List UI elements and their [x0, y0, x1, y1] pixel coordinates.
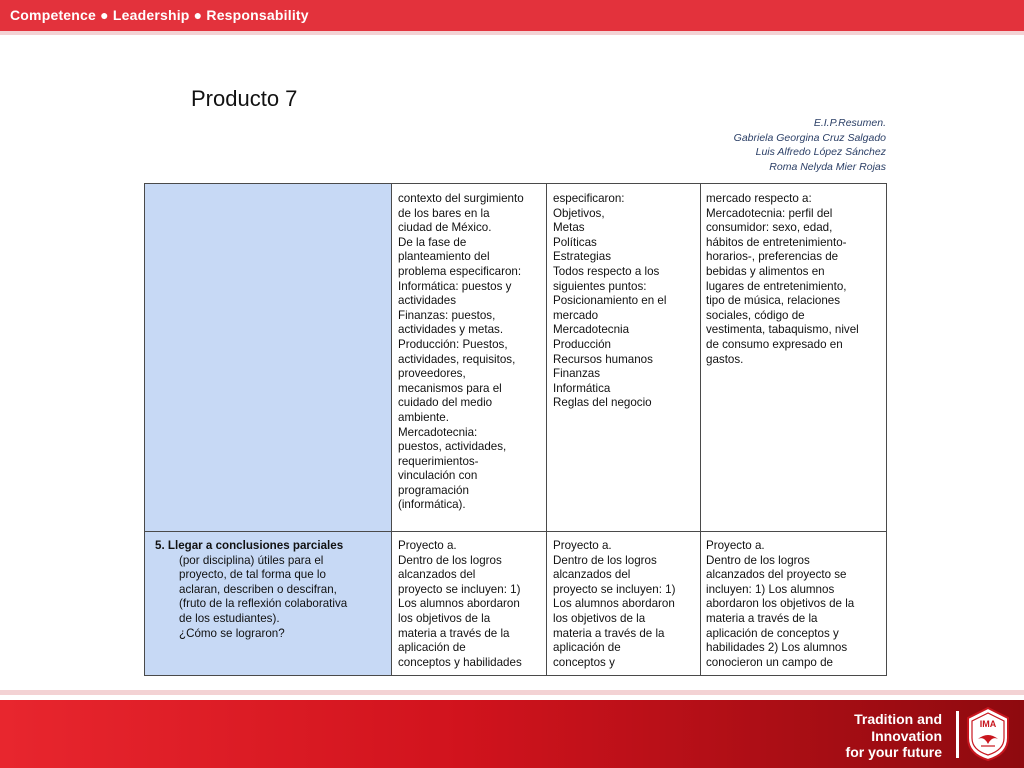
- text-line: aplicación de: [553, 641, 621, 655]
- text-line: conceptos y: [553, 655, 615, 669]
- text-line: Posicionamiento en el: [553, 294, 667, 308]
- text-line: Producción: [553, 337, 612, 351]
- text-line: materia a través de la: [706, 611, 818, 625]
- text-line: Mercadotecnia: [553, 323, 630, 337]
- text-line: mecanismos para el: [398, 381, 502, 395]
- text-line: alcanzados del proyecto se: [706, 568, 847, 582]
- text-line: requerimientos-: [398, 454, 479, 468]
- text-line: siguientes puntos:: [553, 279, 647, 293]
- text-line: mercado respecto a:: [706, 192, 812, 205]
- text-line: materia a través de la: [398, 626, 510, 640]
- text-line: de consumo expresado en: [706, 337, 843, 351]
- text-line: actividades y metas.: [398, 323, 504, 337]
- authors-block: [734, 116, 886, 174]
- text-line: conocieron un campo de: [706, 655, 833, 669]
- text-line: Proyecto a.: [553, 539, 612, 552]
- text-line: vestimenta, tabaquismo, nivel: [706, 323, 859, 337]
- footer-slogan: [846, 711, 942, 761]
- text-line: tipo de música, relaciones: [706, 294, 841, 308]
- logo-text: IMA: [979, 719, 997, 729]
- text-line: los objetivos de la: [553, 611, 646, 625]
- text-line: ambiente.: [398, 410, 449, 424]
- text-line: Metas: [553, 221, 585, 235]
- footer-separator: [956, 711, 959, 758]
- text-line: contexto del surgimiento: [398, 192, 524, 205]
- text-line: Proyecto a.: [398, 539, 457, 552]
- text-line: Mercadotecnia: perfil del: [706, 206, 833, 220]
- document-table: [144, 183, 887, 676]
- text-line: conceptos y habilidades: [398, 655, 522, 669]
- text-line: (fruto de la reflexión colaborativa: [179, 597, 348, 611]
- text-line: hábitos de entretenimiento-: [706, 235, 847, 249]
- text-line: Estrategias: [553, 250, 611, 264]
- text-line: lugares de entretenimiento,: [706, 279, 847, 293]
- table-row-divider: [145, 531, 886, 532]
- text-line: Proyecto a.: [706, 539, 765, 552]
- text-line: actividades: [398, 294, 457, 308]
- text-line: los objetivos de la: [398, 611, 491, 625]
- text-line: vinculación con: [398, 469, 478, 483]
- text-line: Dentro de los logros: [398, 553, 502, 567]
- text-line: de los estudiantes).: [179, 611, 280, 625]
- text-line: especificaron:: [553, 192, 625, 205]
- bottom-divider: [0, 690, 1024, 695]
- slogan-line: for your future: [845, 744, 942, 760]
- text-line: mercado: [553, 308, 599, 322]
- text-line: aplicación de conceptos y: [706, 626, 839, 640]
- author-name: Roma Nelyda Mier Rojas: [769, 160, 886, 173]
- text-line: bebidas y alimentos en: [706, 264, 825, 278]
- text-line: Finanzas: [553, 367, 601, 381]
- text-line: planteamiento del: [398, 250, 490, 264]
- text-line: puestos, actividades,: [398, 440, 507, 454]
- text-line: Políticas: [553, 235, 597, 249]
- text-line: Los alumnos abordaron: [398, 597, 520, 611]
- slogan-line: Innovation: [871, 727, 942, 744]
- header-tagline: Competence ● Leadership ● Responsability: [10, 7, 309, 23]
- table-cell: [553, 539, 675, 670]
- text-line: Reglas del negocio: [553, 396, 652, 410]
- text-line: Producción: Puestos,: [398, 337, 508, 351]
- text-line: (por disciplina) útiles para el: [179, 553, 324, 567]
- text-line: incluyen: 1) Los alumnos: [706, 582, 835, 596]
- top-divider: [0, 31, 1024, 35]
- criteria-cell: [155, 539, 347, 641]
- text-line: proveedores,: [398, 367, 466, 381]
- text-line: Informática: [553, 381, 611, 395]
- author-name: Luis Alfredo López Sánchez: [755, 146, 886, 159]
- text-line: Recursos humanos: [553, 352, 653, 366]
- text-line: materia a través de la: [553, 626, 665, 640]
- text-line: abordaron los objetivos de la: [706, 597, 855, 611]
- text-line: aclaran, describen o descifran,: [179, 582, 337, 596]
- text-line: Objetivos,: [553, 206, 605, 220]
- text-line: ¿Cómo se lograron?: [179, 626, 285, 640]
- table-cell: [553, 192, 666, 411]
- top-banner: [0, 0, 1024, 31]
- table-cell: [706, 192, 859, 367]
- table-cell: [398, 192, 524, 513]
- text-line: ciudad de México.: [398, 221, 492, 235]
- authors-heading: E.I.P.Resumen.: [813, 117, 886, 129]
- table-cell: [706, 539, 854, 670]
- text-line: Informática: puestos y: [398, 279, 512, 293]
- text-line: proyecto se incluyen: 1): [553, 582, 676, 596]
- author-name: Gabriela Georgina Cruz Salgado: [733, 131, 886, 144]
- text-line: proyecto se incluyen: 1): [398, 582, 521, 596]
- text-line: consumidor: sexo, edad,: [706, 221, 833, 235]
- text-line: Mercadotecnia:: [398, 425, 478, 439]
- slide-title: Producto 7: [191, 86, 298, 111]
- text-line: Dentro de los logros: [553, 553, 657, 567]
- text-line: sociales, código de: [706, 308, 805, 322]
- text-line: actividades, requisitos,: [398, 352, 516, 366]
- ima-logo-icon: [964, 706, 1012, 762]
- text-line: Todos respecto a los: [553, 264, 660, 278]
- text-line: habilidades 2) Los alumnos: [706, 641, 848, 655]
- text-line: alcanzados del: [553, 568, 631, 582]
- text-line: gastos.: [706, 352, 744, 366]
- text-line: Los alumnos abordaron: [553, 597, 675, 611]
- text-line: (informática).: [398, 498, 466, 512]
- text-line: horarios-, preferencias de: [706, 250, 839, 264]
- text-line: problema especificaron:: [398, 264, 522, 278]
- table-cell: [398, 539, 522, 670]
- criteria-text: [155, 554, 347, 642]
- text-line: aplicación de: [398, 641, 466, 655]
- text-line: De la fase de: [398, 235, 467, 249]
- text-line: Finanzas: puestos,: [398, 308, 496, 322]
- criteria-heading: 5. Llegar a conclusiones parciales: [155, 539, 344, 552]
- slogan-line: Tradition and: [854, 711, 942, 727]
- text-line: programación: [398, 483, 469, 497]
- text-line: proyecto, de tal forma que lo: [179, 568, 326, 582]
- text-line: de los bares en la: [398, 206, 490, 220]
- text-line: cuidado del medio: [398, 396, 493, 410]
- text-line: alcanzados del: [398, 568, 476, 582]
- text-line: Dentro de los logros: [706, 553, 810, 567]
